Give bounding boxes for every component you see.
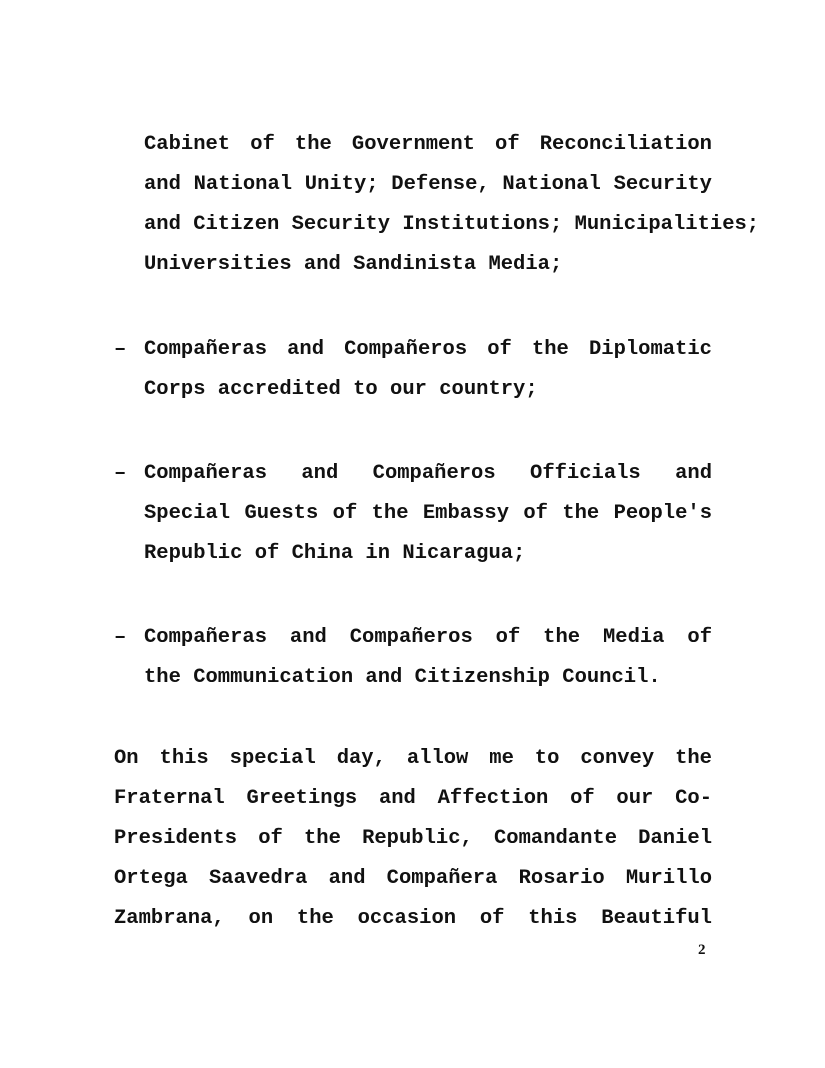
dash-bullet: –: [114, 338, 127, 361]
page-number: 2: [698, 942, 706, 958]
paragraph-line: Presidents of the Republic, Comandante Daniel: [114, 827, 712, 850]
dash-bullet: –: [114, 462, 127, 485]
list-item-line: Special Guests of the Embassy of the People's: [144, 502, 712, 525]
intro-line: and Citizen Security Institutions; Municipalities;: [144, 213, 760, 236]
paragraph-line: Fraternal Greetings and Affection of our Co-: [114, 787, 712, 810]
list-item-line: Compañeras and Compañeros of the Media of: [144, 626, 712, 649]
dash-bullet: –: [114, 626, 127, 649]
paragraph-line: On this special day, allow me to convey the: [114, 747, 712, 770]
intro-line: Universities and Sandinista Media;: [144, 253, 563, 276]
list-item-line: Corps accredited to our country;: [144, 378, 538, 401]
intro-line: Cabinet of the Government of Reconciliation: [144, 133, 712, 156]
list-item-line: Republic of China in Nicaragua;: [144, 542, 526, 565]
paragraph-line: Ortega Saavedra and Compañera Rosario Murillo: [114, 867, 712, 890]
intro-line: and National Unity; Defense, National Security: [144, 173, 712, 196]
list-item-line: Compañeras and Compañeros of the Diplomatic: [144, 338, 712, 361]
paragraph-line: Zambrana, on the occasion of this Beautiful: [114, 907, 712, 930]
list-item-line: Compañeras and Compañeros Officials and: [144, 462, 712, 485]
list-item-line: the Communication and Citizenship Council.: [144, 666, 661, 689]
